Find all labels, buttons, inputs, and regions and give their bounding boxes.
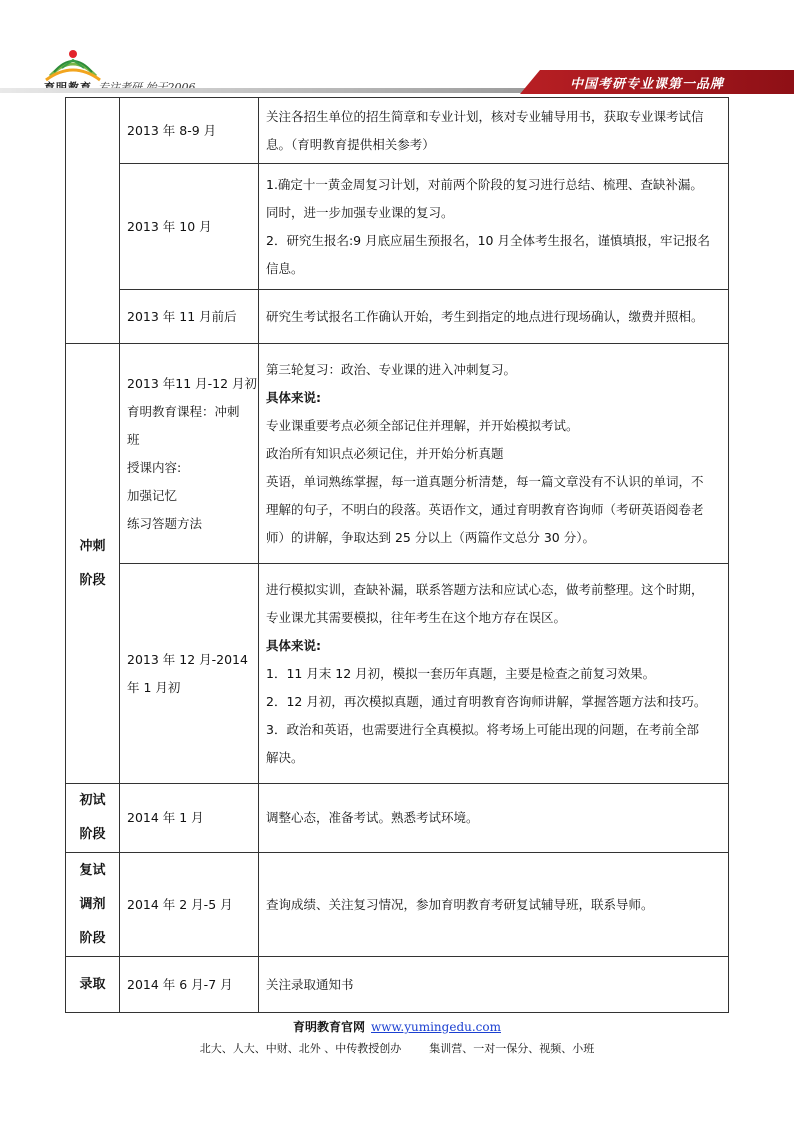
detail-cell: 查询成绩、关注复习情况，参加育明教育考研复试辅导班，联系导师。 (259, 853, 729, 957)
table-row (66, 564, 729, 784)
table-row (66, 853, 729, 957)
phase-cell: 初试 阶段 (66, 784, 120, 853)
table-row (66, 98, 729, 164)
phase-cell-blank (66, 98, 120, 344)
detail-cell: 调整心态，准备考试。熟悉考试环境。 (259, 784, 729, 853)
time-cell: 2014 年 2 月-5 月 (120, 853, 259, 957)
header-motto: 中国考研专业课第一品牌 (570, 77, 725, 92)
time-cell: 2014 年 1 月 (120, 784, 259, 853)
footer-partners: 北大、人大、中财、北外 、中传教授创办 (199, 1042, 402, 1055)
table-row (66, 784, 729, 853)
table-row (66, 290, 729, 344)
detail-cell: 关注各招生单位的招生简章和专业计划，核对专业辅导用书，获取专业课考试信 息。（育明教育提供相关参考） (259, 98, 729, 164)
table-row (66, 344, 729, 564)
phase-cell-sprint: 冲刺 阶段 (66, 344, 120, 784)
detail-cell: 研究生考试报名工作确认开始，考生到指定的地点进行现场确认，缴费并照相。 (259, 290, 729, 344)
page-footer (0, 1018, 794, 1056)
footer-url-link[interactable]: www.yumingedu.com (371, 1020, 501, 1034)
footer-site-label: 育明教育官网 (292, 1020, 365, 1034)
time-cell: 2014 年 6 月-7 月 (120, 957, 259, 1013)
time-cell: 2013 年 10 月 (120, 164, 259, 290)
table-row (66, 957, 729, 1013)
detail-cell: 1.确定十一黄金周复习计划，对前两个阶段的复习进行总结、梳理、查缺补漏。 同时，进一步加强专业课的复习。 2．研究生报名:9 月底应届生预报名，10 月全体考生报名，谨慎填报，牢记报名 信息。 (259, 164, 729, 290)
schedule-table (65, 97, 729, 1013)
page-header (0, 0, 794, 100)
phase-cell: 复试 调剂 阶段 (66, 853, 120, 957)
detail-cell: 第三轮复习：政治、专业课的进入冲刺复习。 具体来说: 专业课重要考点必须全部记住并理解，并开始模拟考试。 政治所有知识点必须记住，并开始分析真题 英语，单词熟练掌握，每一道真题分析清楚，每一篇文章没有不认识的单词，不 理解的句子，不明白的段落。英语作文，通过育明教育咨询师（考研英语阅卷老 师）的讲解，争取达到 25 分以上（两篇作文总分 30 分）。 (259, 344, 729, 564)
time-cell: 2013 年 8-9 月 (120, 98, 259, 164)
footer-services: 集训营、一对一保分、视频、小班 (429, 1042, 595, 1055)
detail-cell: 关注录取通知书 (259, 957, 729, 1013)
table-row (66, 164, 729, 290)
time-cell: 2013 年 11 月前后 (120, 290, 259, 344)
time-cell: 2013 年11 月-12 月初 育明教育课程：冲刺 班 授课内容: 加强记忆 练习答题方法 (120, 344, 259, 564)
time-cell: 2013 年 12 月-2014 年 1 月初 (120, 564, 259, 784)
detail-cell: 进行模拟实训，查缺补漏，联系答题方法和应试心态，做考前整理。这个时期， 专业课尤其需要模拟，往年考生在这个地方存在误区。 具体来说: 1．11 月末 12 月初，模拟一套历年真题，主要是检查之前复习效果。 2．12 月初，再次模拟真题，通过育明教育咨询师讲解，掌握答题方法和技巧。 3．政治和英语，也需要进行全真模拟。将考场上可能出现的问题，在考前全部 解决。 (259, 564, 729, 784)
phase-cell: 录取 (66, 957, 120, 1013)
